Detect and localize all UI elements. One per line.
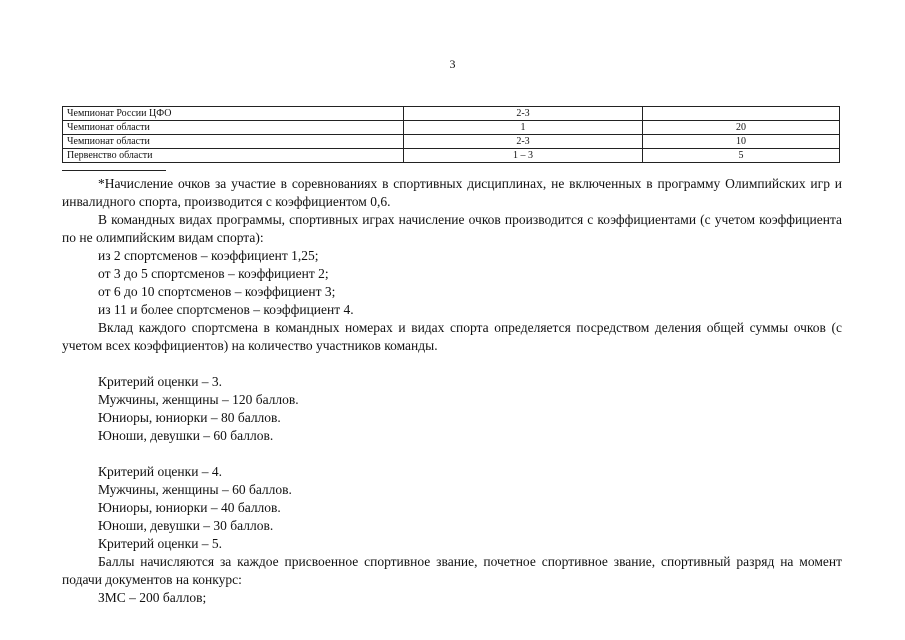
table-cell: Чемпионат России ЦФО xyxy=(63,107,404,121)
coefficient-line: из 11 и более спортсменов – коэффициент 4. xyxy=(98,302,354,317)
contribution-paragraph: Вклад каждого спортсмена в командных номерах и видах спорта определяется посредством деления общей суммы очков (с учетом всех коэффициентов) на количество участников команды. xyxy=(62,320,842,353)
table-cell: Чемпионат области xyxy=(63,121,404,135)
table-cell: 2-3 xyxy=(404,107,643,121)
table-cell: Чемпионат области xyxy=(63,135,404,149)
table-cell: Первенство области xyxy=(63,149,404,163)
criterion-5-title: Критерий оценки – 5. xyxy=(98,536,223,551)
document-body xyxy=(62,175,842,607)
table-row xyxy=(63,107,840,121)
coefficient-line: от 3 до 5 спортсменов – коэффициент 2; xyxy=(98,266,329,281)
table-cell: 10 xyxy=(643,135,840,149)
footnote-paragraph: *Начисление очков за участие в соревнованиях в спортивных дисциплинах, не включенных в программу Олимпийских игр и инвалидного спорта, производится с коэффициентом 0,6. xyxy=(62,176,842,209)
criterion-3-line: Мужчины, женщины – 120 баллов. xyxy=(98,392,299,407)
criterion-3-line: Юниоры, юниорки – 80 баллов. xyxy=(98,410,281,425)
table-row xyxy=(63,121,840,135)
spacer xyxy=(62,355,842,373)
criterion-4-line: Юниоры, юниорки – 40 баллов. xyxy=(98,500,281,515)
coefficient-line: из 2 спортсменов – коэффициент 1,25; xyxy=(98,248,319,263)
table-cell: 2-3 xyxy=(404,135,643,149)
criterion-4-title: Критерий оценки – 4. xyxy=(98,464,223,479)
table-cell: 1 – 3 xyxy=(404,149,643,163)
table-row xyxy=(63,135,840,149)
spacer xyxy=(62,445,842,463)
table-cell: 5 xyxy=(643,149,840,163)
footnote-divider xyxy=(62,170,166,171)
table-cell: 1 xyxy=(404,121,643,135)
table-row xyxy=(63,149,840,163)
table-cell xyxy=(643,107,840,121)
criterion-5-line: ЗМС – 200 баллов; xyxy=(98,590,207,605)
team-intro-paragraph: В командных видах программы, спортивных играх начисление очков производится с коэффициентами (с учетом коэффициента по не олимпийским видам спорта): xyxy=(62,212,842,245)
criterion-4-line: Мужчины, женщины – 60 баллов. xyxy=(98,482,292,497)
table-cell: 20 xyxy=(643,121,840,135)
criterion-4-line: Юноши, девушки – 30 баллов. xyxy=(98,518,274,533)
criterion-3-line: Юноши, девушки – 60 баллов. xyxy=(98,428,274,443)
results-table xyxy=(62,106,840,163)
page-number: 3 xyxy=(449,57,456,71)
criterion-5-intro: Баллы начисляются за каждое присвоенное спортивное звание, почетное спортивное звание, спортивный разряд на момент подачи документов на конкурс: xyxy=(62,554,842,587)
criterion-3-title: Критерий оценки – 3. xyxy=(98,374,223,389)
coefficient-line: от 6 до 10 спортсменов – коэффициент 3; xyxy=(98,284,336,299)
